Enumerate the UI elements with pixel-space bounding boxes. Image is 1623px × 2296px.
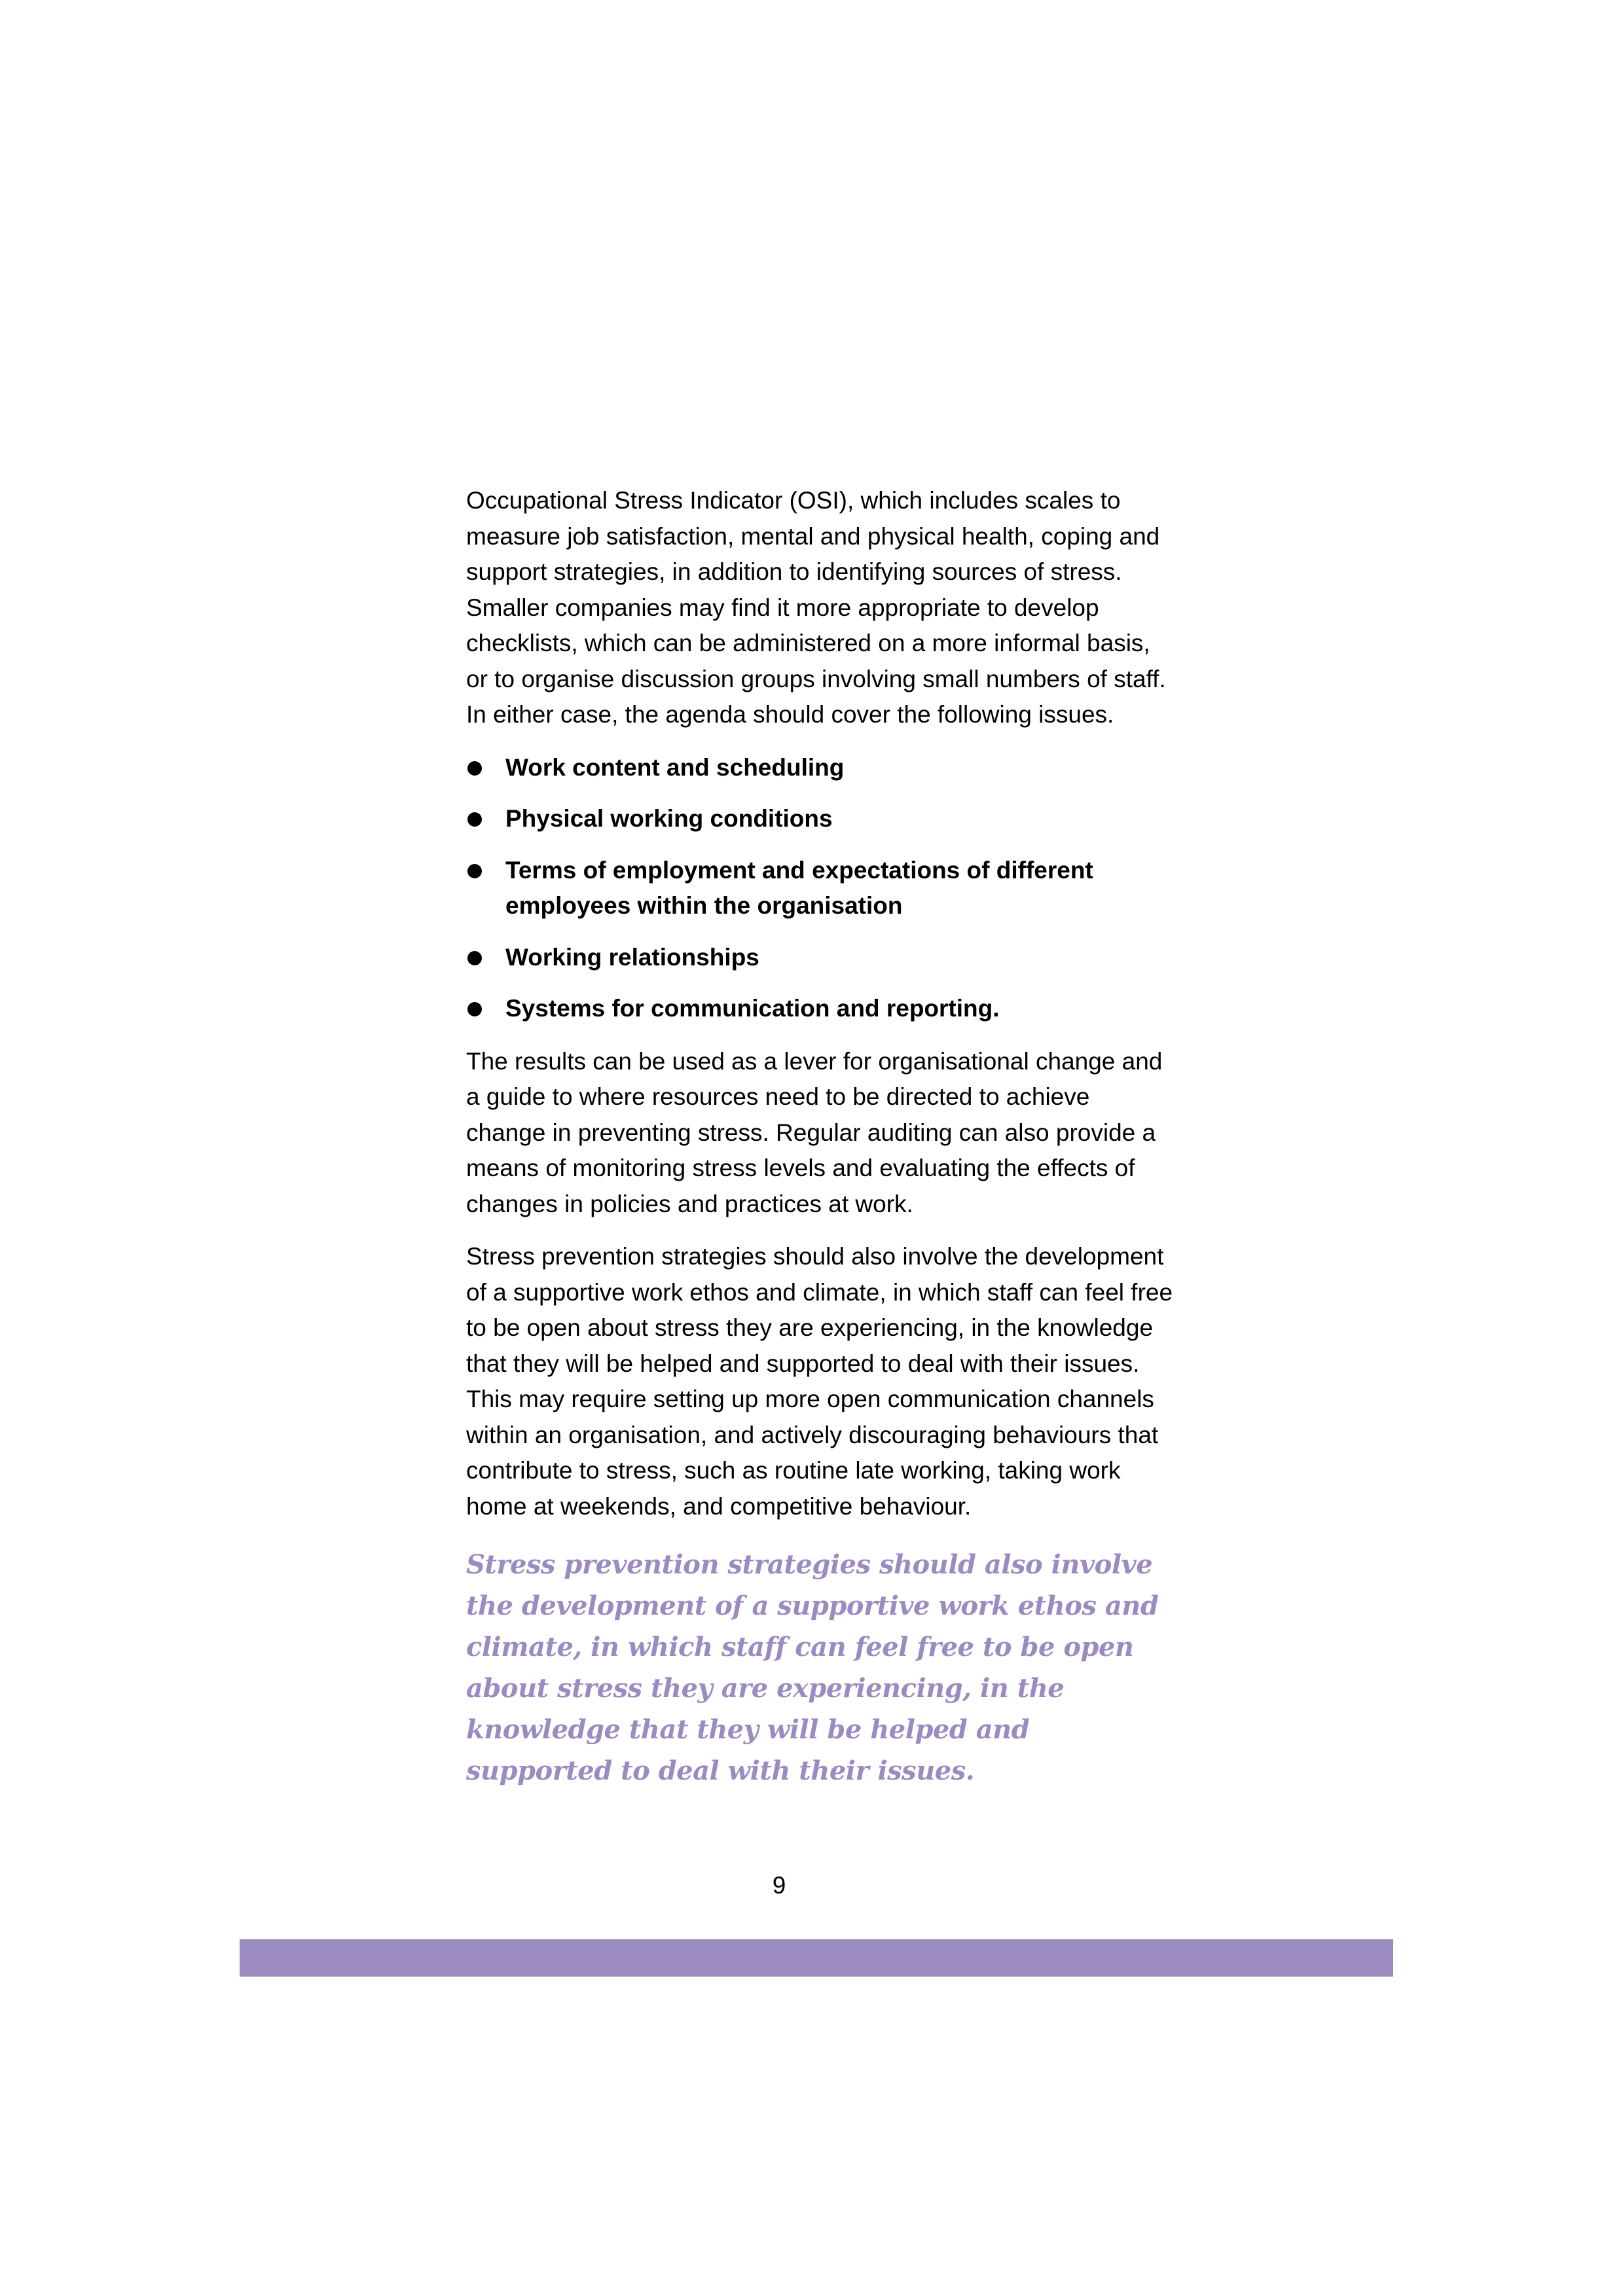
bullet-icon bbox=[467, 864, 482, 878]
issues-list bbox=[466, 750, 1173, 1027]
list-item bbox=[466, 940, 1173, 976]
list-item bbox=[466, 991, 1173, 1027]
list-item-text: Work content and scheduling bbox=[505, 753, 845, 781]
list-item bbox=[466, 750, 1173, 786]
list-item-text: Terms of employment and expectations of different employees within the organisation bbox=[505, 856, 1093, 919]
pull-quote: Stress prevention strategies should also involve the development of a supportive work ethos and climate, in which staff can feel free to be open about stress they are experiencing, in the knowledge that they will be helped and supported to deal with their issues. bbox=[466, 1549, 1159, 1786]
list-item bbox=[466, 801, 1173, 837]
bullet-icon bbox=[467, 761, 482, 776]
list-item-text: Working relationships bbox=[505, 943, 759, 971]
intro-paragraph: Occupational Stress Indicator (OSI), which includes scales to measure job satisfaction, mental and physical health, coping and support strategies, in addition to identifying sources of stress. Smaller companies may find it more appropriate to develop checklists, which can be administered on a more informal basis, or to organise discussion groups involving small numbers of staff. In either case, the agenda should cover the following issues. bbox=[466, 487, 1166, 728]
bullet-icon bbox=[467, 1002, 482, 1016]
bullet-icon bbox=[467, 951, 482, 965]
page-content bbox=[466, 483, 1173, 1791]
strategies-paragraph: Stress prevention strategies should also involve the development of a supportive work ethos and climate, in which staff can feel free to be open about stress they are experiencing, in the knowledge that they will be helped and supported to deal with their issues. This may require setting up more open communication channels within an organisation, and actively discouraging behaviours that contribute to stress, such as routine late working, taking work home at weekends, and competitive behaviour. bbox=[466, 1243, 1173, 1520]
page-number: 9 bbox=[772, 1872, 786, 1899]
footer-bar bbox=[240, 1939, 1393, 1977]
bullet-icon bbox=[467, 812, 482, 827]
list-item bbox=[466, 853, 1173, 924]
list-item-text: Physical working conditions bbox=[505, 805, 833, 832]
list-item-text: Systems for communication and reporting. bbox=[505, 995, 1000, 1022]
results-paragraph: The results can be used as a lever for organisational change and a guide to where resources need to be directed to achieve change in preventing stress. Regular auditing can also provide a means of monitoring stress levels and evaluating the effects of changes in policies and practices at work. bbox=[466, 1047, 1163, 1217]
